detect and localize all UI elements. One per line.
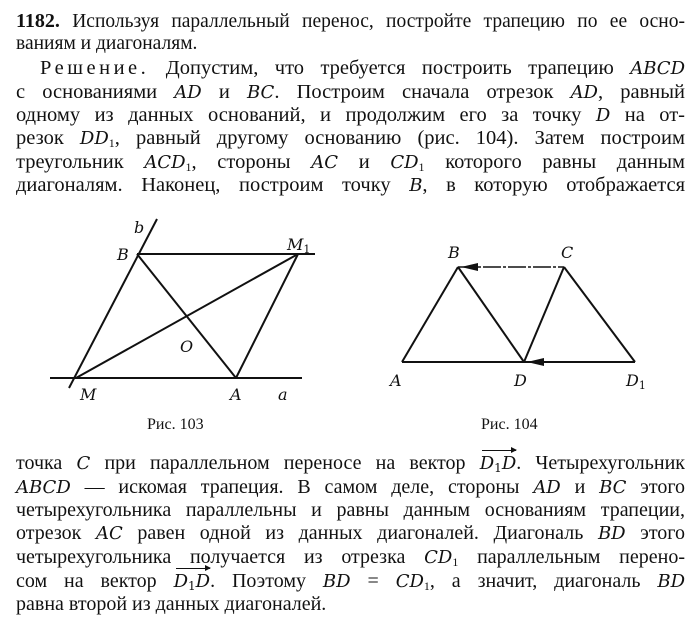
text: треугольник	[16, 151, 124, 173]
text: параллельным перено-	[477, 546, 686, 568]
equals-sign: =	[367, 570, 379, 592]
math: C	[76, 453, 91, 474]
text: и	[218, 81, 230, 103]
label-O: O	[180, 337, 194, 356]
text: равна второй из данных диагоналей.	[16, 593, 327, 615]
vector-D1D: $D_1D$	[480, 453, 517, 479]
math: CD	[424, 547, 453, 568]
text: , а значит, диагональ	[429, 570, 641, 592]
label-M: M	[80, 385, 97, 404]
math: AC	[311, 152, 339, 173]
figure-104	[402, 267, 635, 362]
subscript: 1	[185, 160, 192, 174]
label-M1: M1	[287, 235, 311, 256]
segment-A-B	[402, 267, 458, 362]
figure-103	[50, 219, 315, 388]
label-B: B	[448, 243, 460, 262]
figure-104-labels	[388, 243, 646, 433]
math: BD	[322, 571, 351, 592]
text: этого	[640, 476, 686, 498]
math: D	[595, 105, 611, 126]
text: , равный другому основанию (рис. 104). Затем построим	[114, 127, 686, 149]
text: , в которую отображается	[422, 174, 686, 196]
arrowhead-D	[527, 358, 544, 366]
text: , стороны	[191, 151, 291, 173]
subscript: 1	[108, 136, 115, 150]
label-A: A	[230, 385, 242, 404]
math: ABCD	[16, 477, 71, 498]
math: AD	[174, 82, 202, 103]
arrowhead-B	[461, 263, 478, 271]
segment-D-C	[524, 267, 564, 362]
vector-D1D: $D_1D$	[174, 571, 211, 597]
text: — искомая трапеция. В самом деле, стороны	[84, 476, 520, 498]
text: равен одной из данных диагоналей. Диагональ	[137, 522, 584, 544]
text: Допустим, что требуется построить трапецию	[165, 57, 614, 79]
conclusion-line-3	[16, 499, 685, 521]
text: четырехугольника получается из отрезка	[16, 546, 406, 568]
text: с основаниями	[16, 81, 158, 103]
text: этого	[640, 522, 686, 544]
math: ACD	[144, 152, 186, 173]
text: четырехугольника параллельны и равны данным основаниям трапеции,	[16, 499, 685, 521]
problem-text: ваниям и диагоналям.	[16, 33, 198, 54]
caption-fig-104: Рис. 104	[481, 416, 538, 433]
math: AD	[570, 82, 598, 103]
text: . Построим сначала отрезок	[274, 81, 554, 103]
text: и	[358, 151, 370, 173]
subscript: 1	[423, 579, 430, 593]
subscript: 1	[452, 555, 459, 569]
text: . Четырехугольник	[516, 452, 686, 474]
problem-text: Используя параллельный перенос, постройте трапецию по ее осно-	[72, 11, 685, 32]
conclusion-line-1	[16, 452, 685, 479]
text: резок	[16, 127, 64, 149]
segment-M-M1	[76, 254, 298, 378]
subscript: 1	[418, 160, 425, 174]
conclusion-line-5	[16, 546, 685, 573]
math: ABCD	[630, 58, 686, 79]
label-a: a	[278, 385, 288, 404]
solution-heading: Решение.	[40, 57, 150, 79]
math: BC	[246, 82, 275, 103]
text: точка	[16, 452, 63, 474]
text: диагоналям. Наконец, построим точку	[16, 174, 391, 196]
caption-fig-103: Рис. 103	[147, 416, 204, 433]
text: , равный	[598, 81, 686, 103]
segment-B-D	[458, 267, 524, 362]
math: B	[409, 175, 423, 196]
text: одному из данных оснований, и продолжим его за точку	[16, 104, 582, 126]
math: AC	[95, 523, 123, 544]
conclusion-line-7	[16, 593, 685, 615]
math: DD	[79, 128, 109, 149]
text: при параллельном переносе на вектор	[104, 452, 466, 474]
conclusion-line-2	[16, 476, 685, 499]
math: BD	[657, 571, 686, 592]
text: на от-	[624, 104, 686, 126]
math: BD	[597, 523, 626, 544]
conclusion-line-4	[16, 522, 685, 545]
problem-number: 1182.	[16, 10, 60, 32]
label-D: D	[514, 371, 527, 390]
text: отрезок	[16, 522, 82, 544]
label-A: A	[390, 371, 402, 390]
label-b: b	[134, 218, 145, 237]
text: которого равны данным	[445, 151, 685, 173]
math: CD	[390, 152, 419, 173]
text: . Поэтому	[210, 570, 307, 592]
line-b	[69, 219, 157, 388]
segment-A-M1	[236, 254, 298, 378]
math: CD	[395, 571, 424, 592]
label-D1: D1	[626, 371, 646, 392]
text: и	[574, 476, 586, 498]
math: AD	[533, 477, 561, 498]
text: сом на вектор	[16, 570, 157, 592]
math: BC	[599, 477, 627, 498]
segment-C-D1	[564, 267, 635, 362]
label-B: B	[117, 245, 129, 264]
label-C: C	[561, 243, 574, 262]
